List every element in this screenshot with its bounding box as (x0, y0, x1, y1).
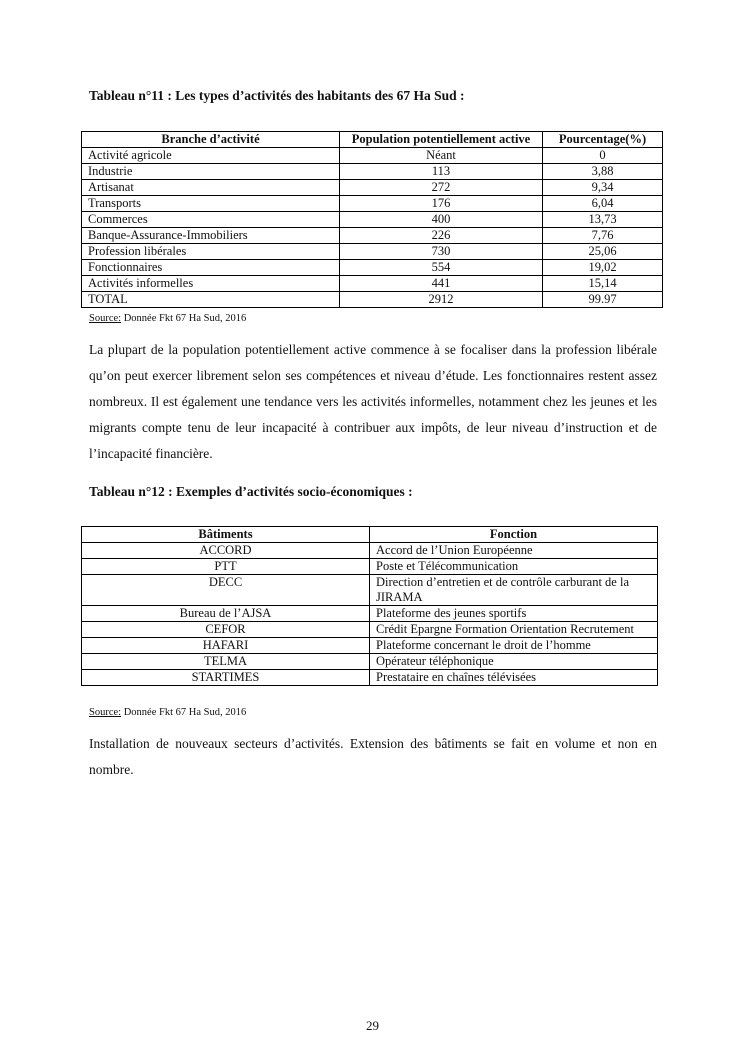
table-cell: Fonctionnaires (82, 260, 340, 276)
table11 (81, 131, 663, 308)
table-row (82, 180, 663, 196)
table-cell: CEFOR (82, 622, 370, 638)
table-cell: ACCORD (82, 543, 370, 559)
page-number: 29 (366, 1018, 379, 1033)
table-cell: 441 (340, 276, 543, 292)
table-cell: Plateforme des jeunes sportifs (370, 606, 658, 622)
table-row (82, 638, 658, 654)
table-row (82, 228, 663, 244)
table-row (82, 196, 663, 212)
table12-header-batiments: Bâtiments (82, 527, 370, 543)
table-cell: 3,88 (543, 164, 663, 180)
table11-header-branche: Branche d’activité (82, 132, 340, 148)
table-cell: TELMA (82, 654, 370, 670)
table-cell: 25,06 (543, 244, 663, 260)
table-row (82, 164, 663, 180)
table-cell: Néant (340, 148, 543, 164)
table12-header-row (82, 527, 658, 543)
table-row (82, 622, 658, 638)
table-cell: 15,14 (543, 276, 663, 292)
table11-header-pourcentage: Pourcentage(%) (543, 132, 663, 148)
table-row (82, 260, 663, 276)
table-row-total (82, 292, 663, 308)
table11-source-text: Donnée Fkt 67 Ha Sud, 2016 (121, 313, 247, 324)
table-cell: Accord de l’Union Européenne (370, 543, 658, 559)
table-row (82, 276, 663, 292)
table-cell: 2912 (340, 292, 543, 308)
table-cell: Plateforme concernant le droit de l’homme (370, 638, 658, 654)
table-row (82, 559, 658, 575)
table11-header-population: Population potentiellement active (340, 132, 543, 148)
table-cell: 13,73 (543, 212, 663, 228)
table-cell: HAFARI (82, 638, 370, 654)
table-cell: 19,02 (543, 260, 663, 276)
table-cell: Prestataire en chaînes télévisées (370, 670, 658, 686)
table-row (82, 575, 658, 606)
table-cell: Poste et Télécommunication (370, 559, 658, 575)
table-cell: DECC (82, 575, 370, 606)
table-cell: Profession libérales (82, 244, 340, 260)
table-cell: Industrie (82, 164, 340, 180)
table-cell: 400 (340, 212, 543, 228)
table-cell: 730 (340, 244, 543, 260)
table11-caption: Tableau n°11 : Les types d’activités des habitants des 67 Ha Sud : (89, 88, 465, 103)
table-cell: TOTAL (82, 292, 340, 308)
table-cell: 7,76 (543, 228, 663, 244)
table-cell: Bureau de l’AJSA (82, 606, 370, 622)
paragraph-1: La plupart de la population potentiellement active commence à se focaliser dans la profession libérale qu’on peut exercer librement selon ses compétences et niveau d’étude. Les fonctionnaires restent assez nombreux. Il est également une tendance vers les activités informelles, notamment chez les jeunes et les migrants compte tenu de leur incapacité à contribuer aux impôts, de leur niveau d’instruction et de l’incapacité financière. (89, 342, 657, 461)
table11-source (89, 313, 246, 324)
table-cell: 99.97 (543, 292, 663, 308)
table-cell: 113 (340, 164, 543, 180)
table12-header-fonction: Fonction (370, 527, 658, 543)
table12-source-label: Source: (89, 707, 122, 718)
table12-caption: Tableau n°12 : Exemples d’activités socio-économiques : (89, 484, 413, 499)
table-cell: 554 (340, 260, 543, 276)
table-cell: Crédit Epargne Formation Orientation Recrutement (370, 622, 658, 638)
table12 (81, 526, 658, 686)
table-cell: Transports (82, 196, 340, 212)
table-row (82, 148, 663, 164)
table-row (82, 670, 658, 686)
table-row (82, 654, 658, 670)
paragraph-2: Installation de nouveaux secteurs d’activités. Extension des bâtiments se fait en volume et non en nombre. (89, 736, 657, 777)
table-cell: Commerces (82, 212, 340, 228)
table-row (82, 244, 663, 260)
table-cell: PTT (82, 559, 370, 575)
table11-header-row (82, 132, 663, 148)
table-cell: 9,34 (543, 180, 663, 196)
table-cell: Direction d’entretien et de contrôle carburant de la JIRAMA (370, 575, 658, 606)
table-cell: Activité agricole (82, 148, 340, 164)
table-cell: Banque-Assurance-Immobiliers (82, 228, 340, 244)
table-cell: 0 (543, 148, 663, 164)
table-cell: Artisanat (82, 180, 340, 196)
table-row (82, 212, 663, 228)
table-cell: 176 (340, 196, 543, 212)
table-cell: Activités informelles (82, 276, 340, 292)
table-cell: 6,04 (543, 196, 663, 212)
table-cell: Opérateur téléphonique (370, 654, 658, 670)
table12-source (89, 707, 246, 718)
table-cell: 226 (340, 228, 543, 244)
table11-source-label: Source: (89, 313, 122, 324)
table-row (82, 543, 658, 559)
table-cell: STARTIMES (82, 670, 370, 686)
table-cell: 272 (340, 180, 543, 196)
table-row (82, 606, 658, 622)
table12-source-text: Donnée Fkt 67 Ha Sud, 2016 (121, 707, 247, 718)
